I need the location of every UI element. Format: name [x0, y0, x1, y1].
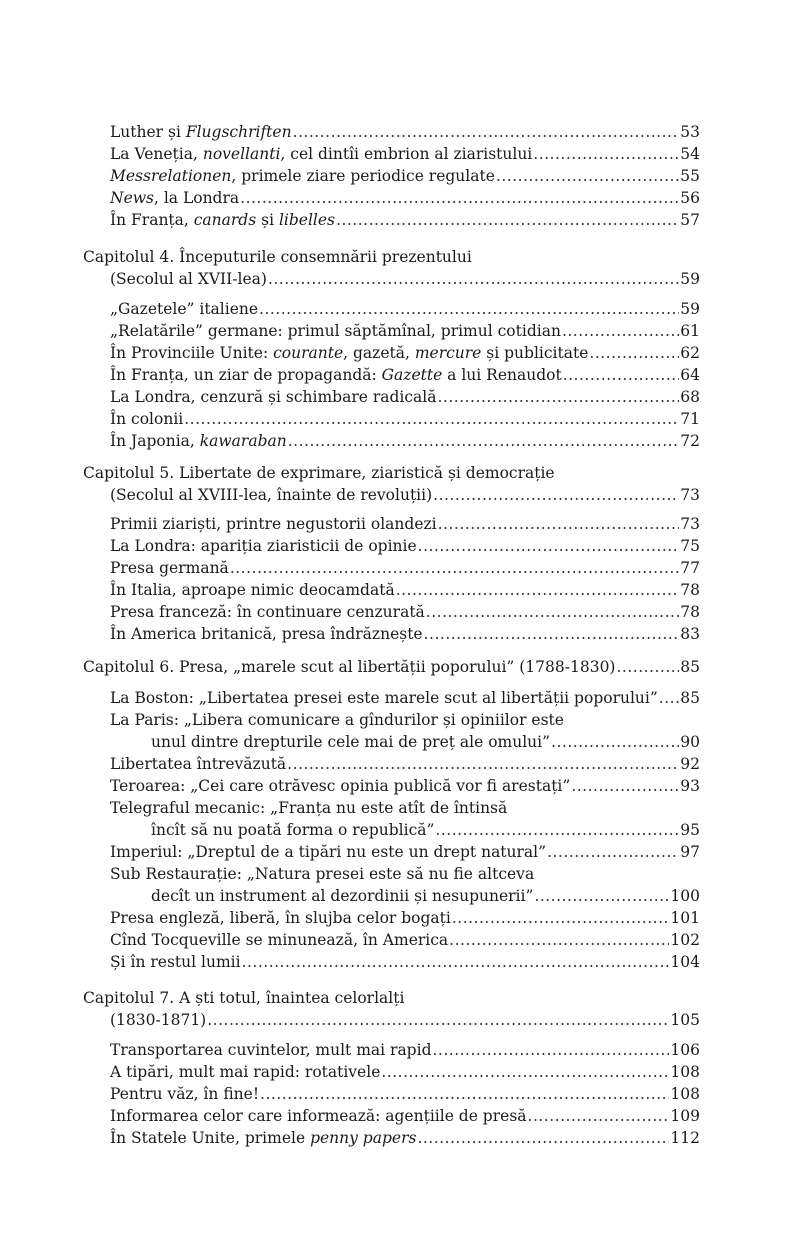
dot-leader: [589, 342, 679, 364]
dot-leader: [533, 143, 679, 165]
dot-leader: [551, 731, 679, 753]
dot-leader: [424, 623, 680, 645]
entry-title-line-2: unul dintre drepturile cele mai de preț ale omului”: [151, 733, 551, 751]
toc-entry[interactable]: [110, 1039, 700, 1061]
page-number: 108: [670, 1085, 700, 1103]
chapter-title: Capitolul 6. Presa, „marele scut al libertății poporului” (1788-1830): [83, 658, 616, 676]
page-number: 77: [680, 559, 700, 577]
dot-leader: [242, 951, 670, 973]
page-number: 104: [670, 953, 700, 971]
dot-leader: [259, 298, 679, 320]
dot-leader: [435, 819, 679, 841]
entry-title: Și în restul lumii: [110, 953, 241, 971]
page-number: 112: [670, 1129, 700, 1147]
dot-leader: [268, 268, 679, 290]
entry-title: News, la Londra: [110, 189, 240, 207]
entry-title: În colonii: [110, 410, 184, 428]
dot-leader: [438, 386, 680, 408]
page-number: 93: [680, 777, 700, 795]
page-number: 64: [680, 366, 700, 384]
dot-leader: [207, 1009, 669, 1031]
dot-leader: [452, 907, 670, 929]
entry-title: Pentru văz, în fine!: [110, 1085, 260, 1103]
chapter-subtitle-entry[interactable]: [110, 1009, 700, 1031]
toc-entry[interactable]: [110, 209, 700, 231]
toc-entry[interactable]: [110, 535, 700, 557]
entry-title: Primii ziariști, printre negustorii olandezi: [110, 515, 437, 533]
toc-entry[interactable]: [110, 1083, 700, 1105]
toc-entry[interactable]: [110, 907, 700, 929]
chapter-title[interactable]: Capitolul 7. A ști totul, înaintea celorlalți: [83, 989, 405, 1007]
page-number: 95: [680, 821, 700, 839]
toc-entry[interactable]: [110, 687, 700, 709]
entry-title-line-1[interactable]: Telegraful mecanic: „Franța nu este atît de întinsă: [110, 799, 508, 817]
entry-title: Presa franceză: în continuare cenzurată: [110, 603, 425, 621]
page-number: 102: [670, 931, 700, 949]
page-number: 62: [680, 344, 700, 362]
toc-entry[interactable]: [110, 364, 700, 386]
entry-title: În America britanică, presa îndrăznește: [110, 625, 423, 643]
toc-entry[interactable]: [110, 386, 700, 408]
entry-title: În Franța, canards și libelles: [110, 211, 336, 229]
page-number: 68: [680, 388, 700, 406]
dot-leader: [240, 187, 679, 209]
page-number: 85: [680, 658, 700, 676]
entry-title: Teroarea: „Cei care otrăvesc opinia publică vor fi arestați”: [110, 777, 571, 795]
page-number: 108: [670, 1063, 700, 1081]
entry-title: Messrelationen, primele ziare periodice regulate: [110, 167, 495, 185]
dot-leader: [449, 929, 669, 951]
page-number: 61: [680, 322, 700, 340]
chapter-title[interactable]: Capitolul 5. Libertate de exprimare, ziaristică și democrație: [83, 464, 555, 482]
page-number: 54: [680, 145, 700, 163]
entry-title: Informarea celor care informează: agențiile de presă: [110, 1107, 527, 1125]
toc-entry[interactable]: [110, 121, 700, 143]
entry-title: Luther și Flugschriften: [110, 123, 292, 141]
dot-leader: [418, 535, 680, 557]
entry-title: În Franța, un ziar de propagandă: Gazette a lui Renaudot: [110, 366, 562, 384]
dot-leader: [426, 601, 679, 623]
page-number: 101: [670, 909, 700, 927]
toc-entry[interactable]: [110, 1061, 700, 1083]
toc-entry[interactable]: [110, 623, 700, 645]
dot-leader: [230, 557, 679, 579]
page-number: 85: [680, 689, 700, 707]
dot-leader: [563, 364, 680, 386]
entry-title: În Provinciile Unite: courante, gazetă, mercure și publicitate: [110, 344, 589, 362]
entry-title: Libertatea întrevăzută: [110, 755, 287, 773]
page-number: 97: [680, 843, 700, 861]
toc-entry[interactable]: [110, 1105, 700, 1127]
dot-leader: [616, 656, 679, 678]
page-number: 83: [680, 625, 700, 643]
entry-title: Presa germană: [110, 559, 229, 577]
page-number: 78: [680, 581, 700, 599]
page-number: 109: [670, 1107, 700, 1125]
dot-leader: [571, 775, 679, 797]
toc-entry[interactable]: [110, 513, 700, 535]
dot-leader: [381, 1061, 669, 1083]
toc-entry[interactable]: [110, 579, 700, 601]
page-number: 59: [680, 300, 700, 318]
dot-leader: [534, 885, 669, 907]
chapter-entry[interactable]: [83, 656, 700, 678]
entry-title: În Statele Unite, primele penny papers: [110, 1129, 417, 1147]
page-number: 105: [670, 1011, 700, 1029]
page-number: 53: [680, 123, 700, 141]
page-number: 90: [680, 733, 700, 751]
entry-title-line-1[interactable]: Sub Restaurație: „Natura presei este să nu fie altceva: [110, 865, 535, 883]
toc-entry[interactable]: [151, 731, 700, 753]
entry-title: La Boston: „Libertatea presei este marele scut al libertății poporului”: [110, 689, 658, 707]
chapter-title[interactable]: Capitolul 4. Începuturile consemnării prezentului: [83, 248, 472, 266]
dot-leader: [336, 209, 679, 231]
page-number: 73: [680, 515, 700, 533]
dot-leader: [433, 484, 679, 506]
entry-title: La Veneția, novellanti, cel dintîi embrion al ziaristului: [110, 145, 533, 163]
dot-leader: [417, 1127, 669, 1149]
entry-title: Presa engleză, liberă, în slujba celor bogați: [110, 909, 451, 927]
page-number: 100: [670, 887, 700, 905]
toc-entry[interactable]: [110, 320, 700, 342]
chapter-subtitle-entry[interactable]: [110, 268, 700, 290]
entry-title: A tipări, mult mai rapid: rotativele: [110, 1063, 381, 1081]
dot-leader: [528, 1105, 670, 1127]
page-number: 57: [680, 211, 700, 229]
dot-leader: [396, 579, 680, 601]
dot-leader: [260, 1083, 669, 1105]
entry-title: Cînd Tocqueville se minunează, în America: [110, 931, 449, 949]
chapter-subtitle: (1830-1871): [110, 1011, 207, 1029]
entry-title: La Londra, cenzură și schimbare radicală: [110, 388, 437, 406]
dot-leader: [293, 121, 680, 143]
entry-title-line-2: încît să nu poată forma o republică”: [151, 821, 435, 839]
toc-entry[interactable]: [110, 601, 700, 623]
page-number: 73: [680, 486, 700, 504]
entry-title: Transportarea cuvintelor, mult mai rapid: [110, 1041, 432, 1059]
page-number: 71: [680, 410, 700, 428]
dot-leader: [496, 165, 679, 187]
toc-entry[interactable]: [151, 819, 700, 841]
entry-title: La Londra: apariția ziaristicii de opinie: [110, 537, 417, 555]
page-number: 55: [680, 167, 700, 185]
page-number: 92: [680, 755, 700, 773]
toc-entry[interactable]: [110, 951, 700, 973]
page-number: 56: [680, 189, 700, 207]
toc-entry[interactable]: [110, 929, 700, 951]
dot-leader: [287, 753, 679, 775]
dot-leader: [433, 1039, 670, 1061]
entry-title-line-2: decît un instrument al dezordinii și nesupunerii”: [151, 887, 534, 905]
toc-entry[interactable]: [110, 775, 700, 797]
toc-entry[interactable]: [110, 298, 700, 320]
entry-title: În Japonia, kawaraban: [110, 432, 287, 450]
toc-entry[interactable]: [110, 430, 700, 452]
entry-title: În Italia, aproape nimic deocamdată: [110, 581, 395, 599]
toc-entry[interactable]: [151, 885, 700, 907]
dot-leader: [288, 430, 680, 452]
entry-title: „Relatările” germane: primul săptămînal, primul cotidian: [110, 322, 561, 340]
entry-title: „Gazetele” italiene: [110, 300, 259, 318]
chapter-subtitle-entry[interactable]: [110, 484, 700, 506]
toc-entry[interactable]: [110, 165, 700, 187]
dot-leader: [547, 841, 679, 863]
dot-leader: [659, 687, 679, 709]
toc-entry[interactable]: [110, 408, 700, 430]
chapter-subtitle: (Secolul al XVIII-lea, înainte de revoluții): [110, 486, 433, 504]
page-number: 59: [680, 270, 700, 288]
toc-entry[interactable]: [110, 342, 700, 364]
entry-title: Imperiul: „Dreptul de a tipări nu este un drept natural”: [110, 843, 547, 861]
toc-entry[interactable]: [110, 187, 700, 209]
toc-entry[interactable]: [110, 1127, 700, 1149]
chapter-subtitle: (Secolul al XVII-lea): [110, 270, 267, 288]
dot-leader: [438, 513, 680, 535]
toc-entry[interactable]: [110, 143, 700, 165]
dot-leader: [562, 320, 679, 342]
page-number: 106: [670, 1041, 700, 1059]
entry-title-line-1[interactable]: La Paris: „Libera comunicare a gîndurilor și opiniilor este: [110, 711, 564, 729]
toc-entry[interactable]: [110, 753, 700, 775]
toc-entry[interactable]: [110, 841, 700, 863]
toc-entry[interactable]: [110, 557, 700, 579]
dot-leader: [184, 408, 679, 430]
page-number: 78: [680, 603, 700, 621]
page-number: 75: [680, 537, 700, 555]
page-number: 72: [680, 432, 700, 450]
